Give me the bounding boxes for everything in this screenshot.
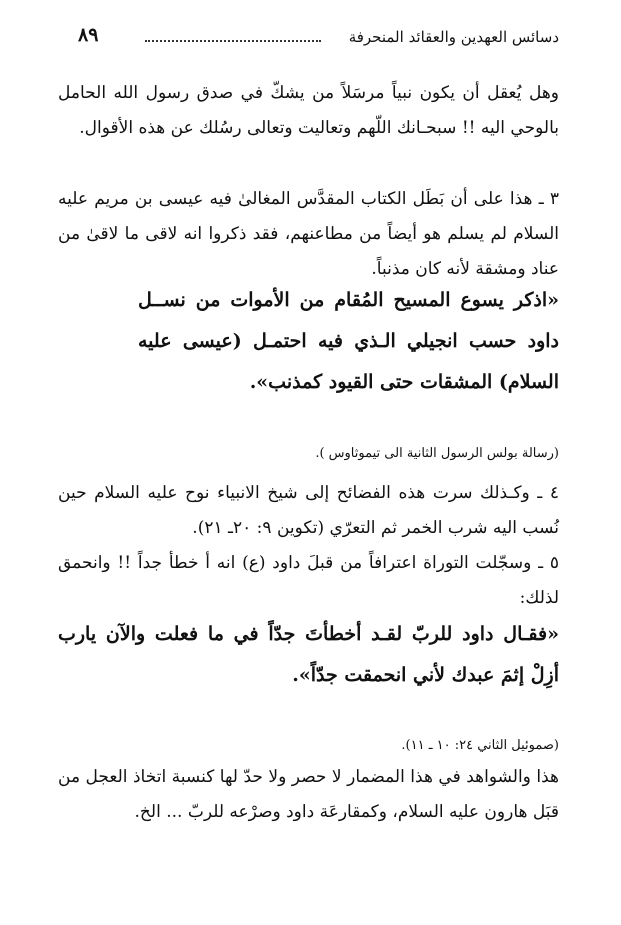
page-number: ٨٩ bbox=[78, 24, 99, 46]
paragraph-3: ٤ ـ وكـذلك سرت هذه الفضائح إلى شيخ الانبياء نوح عليه السلام حين نُسب اليه شرب الخمر ثم التعرّي (تكوين ٩: ٢٠ـ ٢١). bbox=[58, 483, 559, 538]
quotation-1: «اذكر يسوع المسيح المُقام من الأموات من نســل داود حسب انجيلي الـذي فيه احتمـل (عيسى عليه السلام) المشقات حتى القيود كمذنب». bbox=[138, 289, 559, 393]
paragraph-2: ٣ ـ هذا على أن بَطَل الكتاب المقدَّس المغالىٰ فيه عيسى بن مريم عليه السلام لم يسلم هو أيضاً من مطاعنهم، فقد ذكروا انه لاقى ما لاقىٰ من عناد ومشقة لأنه كان مذنباً. bbox=[58, 189, 559, 279]
header-dot-leader bbox=[145, 34, 321, 42]
reference-2: (صموئيل الثاني ٢٤: ١٠ ـ ١١). bbox=[401, 738, 559, 753]
paragraph-4: ٥ ـ وسجّلت التوراة اعترافاً من قبلَ داود (ع) انه أ خطأ جداً !! وانحمق لذلك: bbox=[58, 553, 559, 608]
reference-1: (رسالة بولس الرسول الثانية الى تيموثاوس ). bbox=[315, 446, 559, 461]
running-header bbox=[0, 24, 621, 58]
quotation-2: «فقـال داود للربّ لقـد أخطأتَ جدّاً في ما فعلت والآن يارب أزِلْ إثمَ عبدك لأني انحمقت جدّاً». bbox=[58, 623, 559, 686]
running-title: دسائس العهدين والعقائد المنحرفة bbox=[348, 28, 559, 46]
paragraph-1: وهل يُعقل أن يكون نبياً مرسَلاً من يشكّ في صدق رسول الله الحامل بالوحي اليه !! سبحـانك اللّهم وتعاليت وتعالى رسُلك عن هذه الأقوال. bbox=[58, 83, 559, 138]
paragraph-5: هذا والشواهد في هذا المضمار لا حصر ولا حدّ لها كنسبة اتخاذ العجل من قبَل هارون عليه السلام، وكمقارعَة داود وصرْعه للربّ ... الخ. bbox=[58, 767, 559, 822]
